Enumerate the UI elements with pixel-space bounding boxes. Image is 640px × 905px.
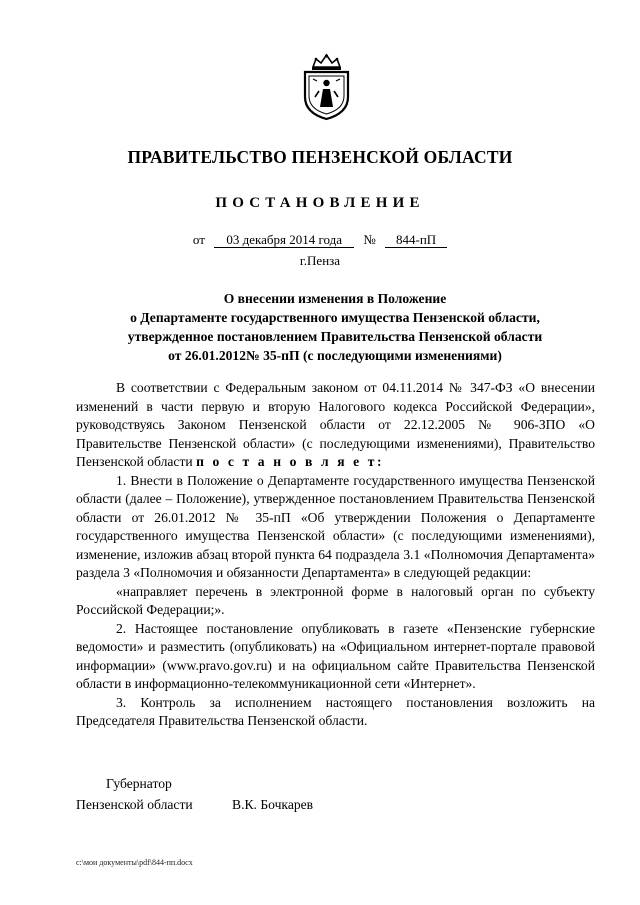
document-subject [90, 289, 580, 365]
document-date: 03 декабря 2014 года [214, 233, 354, 248]
date-number-line [0, 232, 640, 248]
item-1-paragraph: 1. Внести в Положение о Департаменте государственного имущества Пензенской области (далее – Положение), утвержденное постановлением Правительства Пензенской области от 26.01.2012 № 35-пП «Об утверждении Положения о Департаменте государственного имущества Пензенской области» (с последующими изменениями), изменение, изложив абзац второй пункта 64 подраздела 3.1 «Полномочия Департамента» раздела 3 «Полномочия и обязанности Департамента» в следующей редакции: [76, 472, 595, 580]
subject-line: от 26.01.2012№ 35-пП (с последующими изменениями) [168, 348, 502, 363]
item-2-paragraph: 2. Настоящее постановление опубликовать в газете «Пензенские губернские ведомости» и разместить (опубликовать) на «Официальном интернет-портале правовой информации» (www.pravo.gov.ru) и на официальном сайте Правительства Пензенской области в информационно-телекоммуникационной сети «Интернет». [76, 620, 595, 691]
number-prefix: № [363, 232, 376, 247]
file-path-footer: c:\мои документы\pdf\844-пп.docx [76, 858, 193, 867]
decree-word: п о с т а н о в л я е т: [196, 454, 385, 469]
organization-title: ПРАВИТЕЛЬСТВО ПЕНЗЕНСКОЙ ОБЛАСТИ [127, 147, 513, 167]
subject-line: о Департаменте государственного имущества Пензенской области, [130, 310, 540, 325]
signatory-name: В.К. Бочкарев [232, 797, 314, 812]
preamble-text: В соответствии с Федеральным законом от 04.11.2014 № 347-ФЗ «О внесении изменений в части первую и вторую Налогового кодекса Российской Федерации», руководствуясь Законом Пензенской области от 22.12.2005 № 906-ЗПО «О Правительстве Пензенской области» (с последующими изменениями), Правительство Пензенской области [76, 380, 595, 469]
penza-coat-of-arms-icon [299, 53, 354, 121]
document-type: ПОСТАНОВЛЕНИЕ [215, 195, 425, 211]
document-number: 844-пП [385, 233, 447, 248]
item-3-paragraph: 3. Контроль за исполнением настоящего постановления возложить на Председателя Правительства Пензенской области. [76, 694, 595, 728]
signature-title-line-1: Губернатор [106, 776, 172, 791]
quote-paragraph: «направляет перечень в электронной форме в налоговый орган по субъекту Российской Федерации;». [76, 583, 595, 617]
document-body [76, 379, 595, 731]
subject-line: утвержденное постановлением Правительства Пензенской области [127, 329, 543, 344]
subject-line: О внесении изменения в Положение [223, 291, 447, 306]
city: г.Пенза [299, 253, 341, 268]
signature-title-line-2: Пензенской области [76, 797, 193, 812]
date-prefix: от [192, 232, 205, 247]
preamble-paragraph [76, 379, 595, 472]
